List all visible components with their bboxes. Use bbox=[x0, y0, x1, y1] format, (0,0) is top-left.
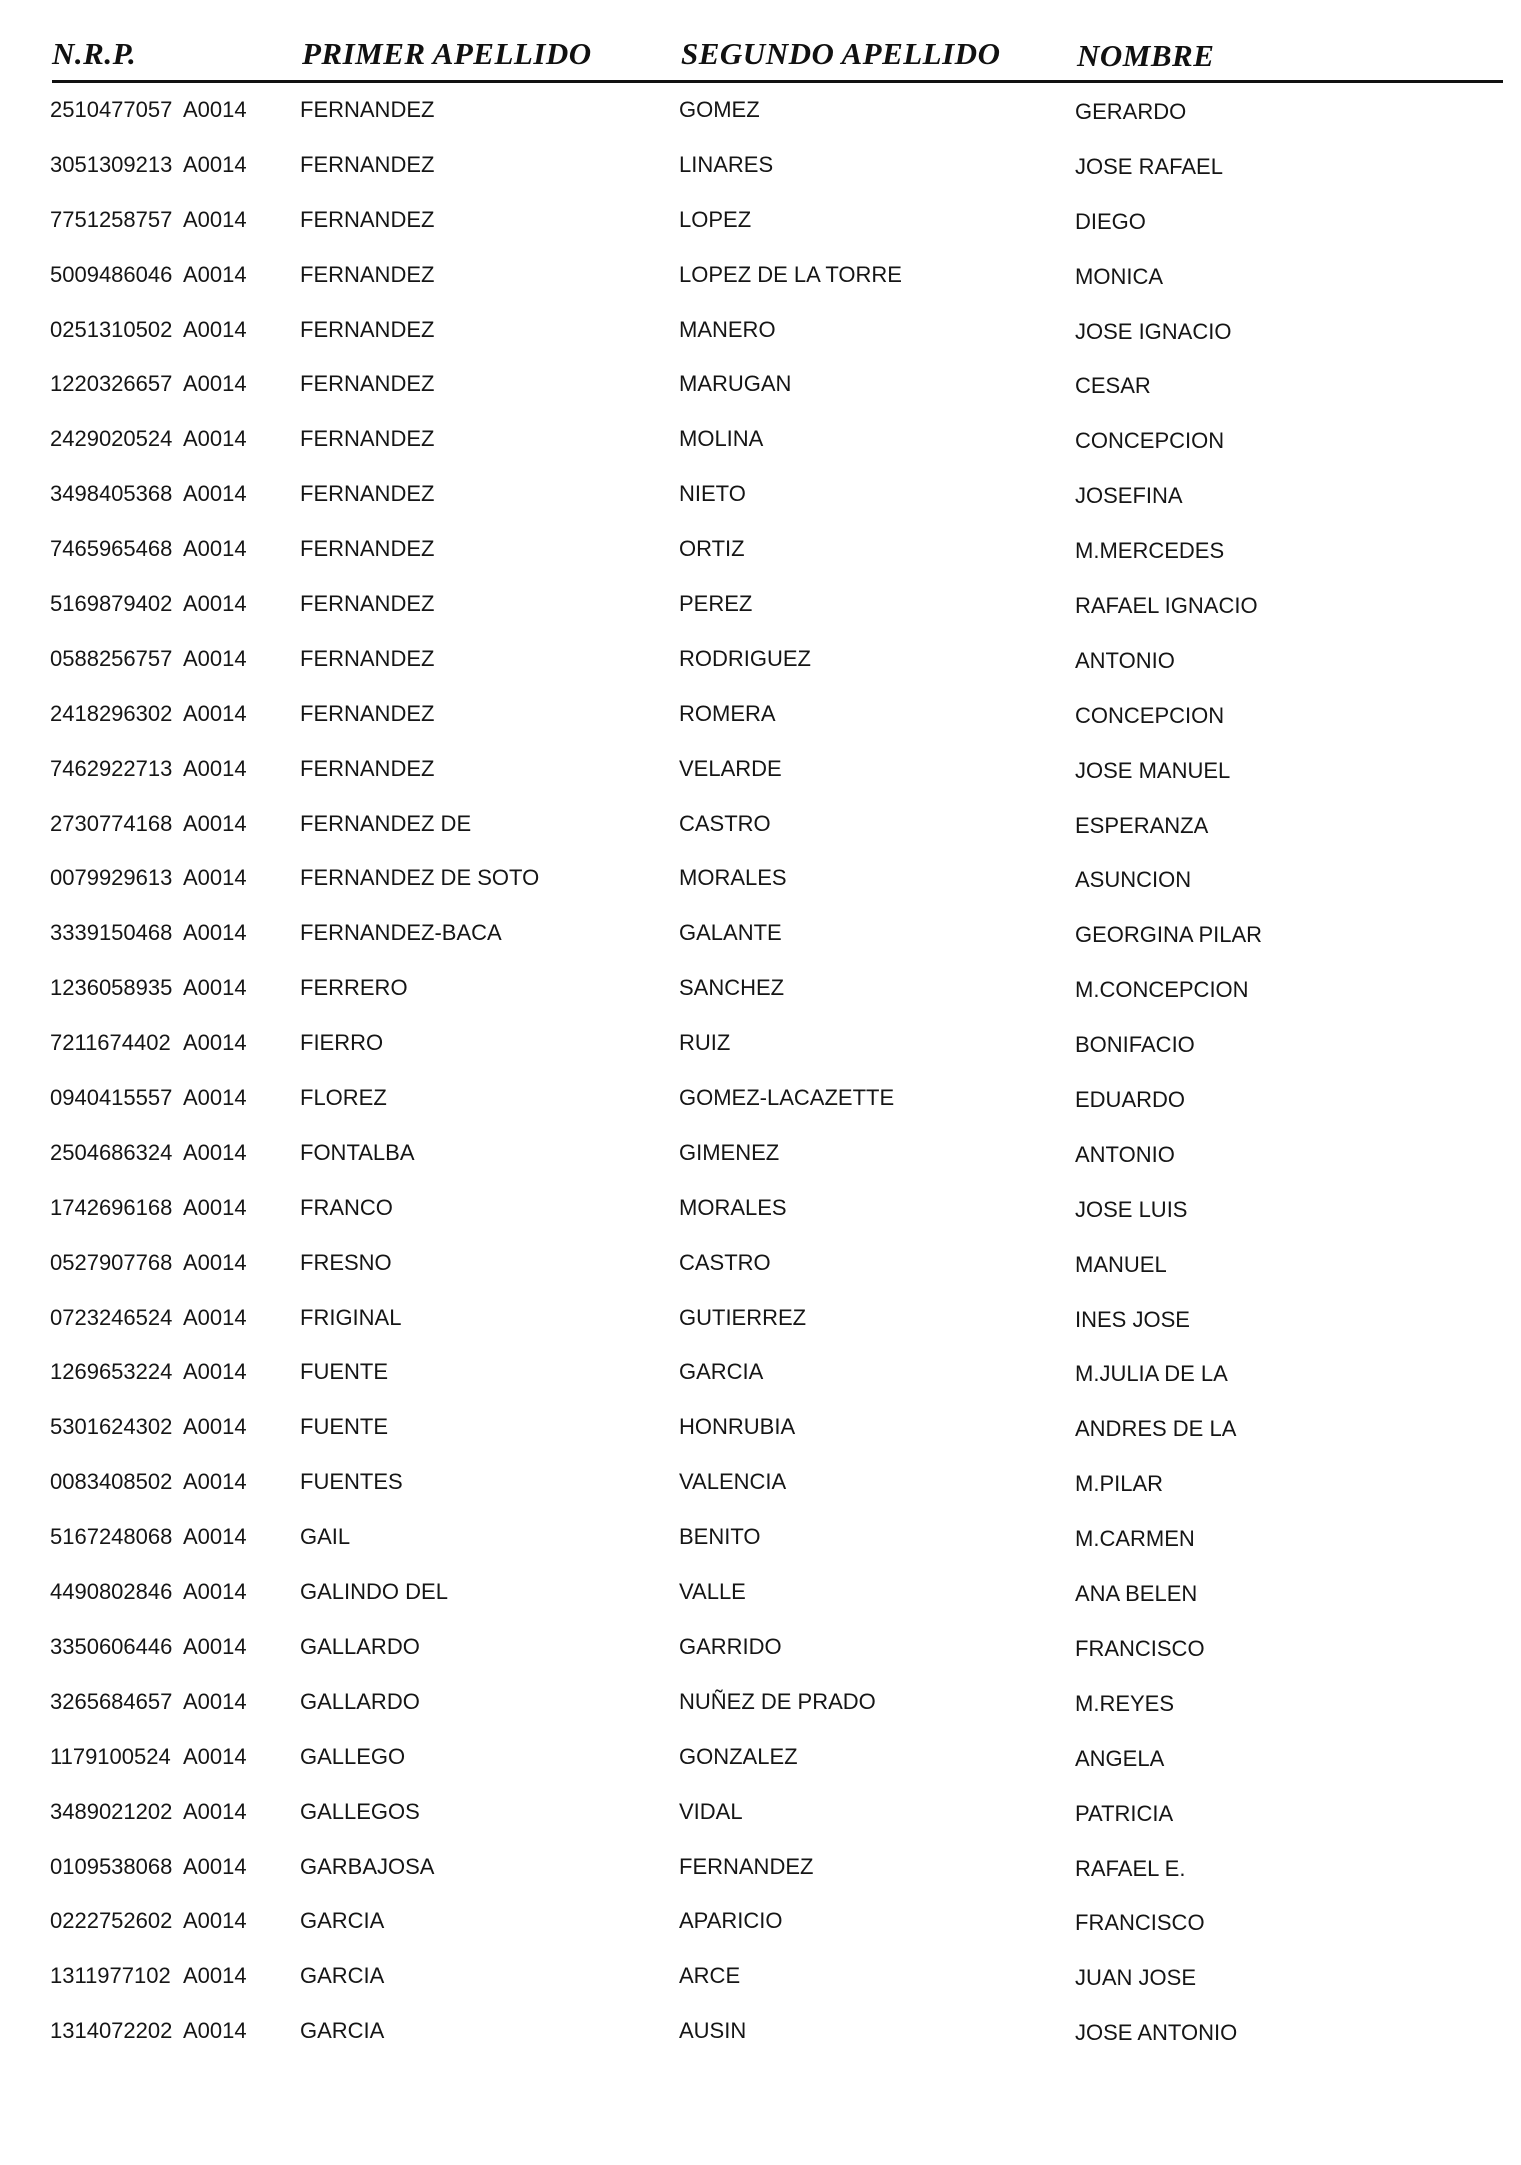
cell-nombre: JOSE LUIS bbox=[1075, 1196, 1188, 1222]
cell-nrp: 7462922713 bbox=[50, 755, 173, 781]
cell-code: A0014 bbox=[183, 1030, 247, 1056]
cell-segundo-apellido: GALANTE bbox=[679, 920, 782, 946]
cell-segundo-apellido: LOPEZ DE LA TORRE bbox=[679, 261, 902, 287]
cell-segundo-apellido: ARCE bbox=[679, 1963, 741, 1989]
cell-primer-apellido: FUENTE bbox=[300, 1359, 388, 1385]
cell-code: A0014 bbox=[183, 151, 247, 177]
table-row bbox=[0, 2011, 1521, 2066]
cell-code: A0014 bbox=[183, 700, 247, 726]
cell-nombre: INES JOSE bbox=[1075, 1306, 1190, 1332]
table-row bbox=[0, 1737, 1521, 1792]
cell-primer-apellido: FONTALBA bbox=[300, 1139, 415, 1165]
table-row bbox=[0, 1627, 1521, 1682]
cell-segundo-apellido: GOMEZ-LACAZETTE bbox=[679, 1085, 895, 1111]
cell-primer-apellido: GARCIA bbox=[300, 1963, 385, 1989]
cell-nrp: 0222752602 bbox=[50, 1908, 173, 1934]
cell-segundo-apellido: MARUGAN bbox=[679, 371, 792, 397]
cell-nombre: MANUEL bbox=[1075, 1251, 1167, 1277]
table-row bbox=[0, 1407, 1521, 1462]
cell-code: A0014 bbox=[183, 261, 247, 287]
table-row bbox=[0, 1352, 1521, 1407]
cell-nombre: M.JULIA DE LA bbox=[1075, 1361, 1228, 1387]
cell-primer-apellido: FERNANDEZ DE SOTO bbox=[300, 865, 540, 891]
cell-segundo-apellido: GUTIERREZ bbox=[679, 1304, 807, 1330]
table-row bbox=[0, 1133, 1521, 1188]
table-row bbox=[0, 1243, 1521, 1298]
table-row bbox=[0, 529, 1521, 584]
cell-primer-apellido: FERNANDEZ bbox=[300, 206, 435, 232]
cell-nrp: 3350606446 bbox=[50, 1633, 173, 1659]
cell-code: A0014 bbox=[183, 810, 247, 836]
cell-primer-apellido: FLOREZ bbox=[300, 1085, 387, 1111]
table-row bbox=[0, 310, 1521, 365]
cell-nombre: MONICA bbox=[1075, 263, 1163, 289]
cell-code: A0014 bbox=[183, 1249, 247, 1275]
cell-segundo-apellido: ROMERA bbox=[679, 700, 776, 726]
table-row bbox=[0, 1792, 1521, 1847]
cell-nrp: 5009486046 bbox=[50, 261, 173, 287]
cell-code: A0014 bbox=[183, 1853, 247, 1879]
cell-nombre: RAFAEL E. bbox=[1075, 1855, 1186, 1881]
cell-nombre: CESAR bbox=[1075, 373, 1151, 399]
cell-nombre: ANDRES DE LA bbox=[1075, 1416, 1237, 1442]
cell-segundo-apellido: FERNANDEZ bbox=[679, 1853, 814, 1879]
cell-primer-apellido: GALLEGOS bbox=[300, 1798, 420, 1824]
cell-primer-apellido: FERNANDEZ bbox=[300, 536, 435, 562]
cell-code: A0014 bbox=[183, 1359, 247, 1385]
cell-nrp: 2418296302 bbox=[50, 700, 173, 726]
cell-primer-apellido: FERNANDEZ bbox=[300, 261, 435, 287]
cell-nombre: ANTONIO bbox=[1075, 647, 1175, 673]
cell-segundo-apellido: GARRIDO bbox=[679, 1633, 782, 1659]
cell-primer-apellido: FUENTES bbox=[300, 1469, 403, 1495]
table-row bbox=[0, 968, 1521, 1023]
cell-nrp: 1314072202 bbox=[50, 2018, 173, 2044]
table-row bbox=[0, 1956, 1521, 2011]
cell-code: A0014 bbox=[183, 1414, 247, 1440]
cell-nrp: 5169879402 bbox=[50, 591, 173, 617]
cell-primer-apellido: FERNANDEZ bbox=[300, 371, 435, 397]
cell-nrp: 2730774168 bbox=[50, 810, 173, 836]
cell-nombre: ANTONIO bbox=[1075, 1141, 1175, 1167]
cell-nombre: M.REYES bbox=[1075, 1690, 1175, 1716]
cell-code: A0014 bbox=[183, 1963, 247, 1989]
cell-nrp: 0527907768 bbox=[50, 1249, 173, 1275]
cell-segundo-apellido: GONZALEZ bbox=[679, 1743, 798, 1769]
cell-primer-apellido: FRANCO bbox=[300, 1194, 393, 1220]
cell-nombre: JOSE IGNACIO bbox=[1075, 318, 1232, 344]
cell-segundo-apellido: AUSIN bbox=[679, 2018, 747, 2044]
table-row bbox=[0, 255, 1521, 310]
cell-code: A0014 bbox=[183, 1688, 247, 1714]
cell-nrp: 0251310502 bbox=[50, 316, 173, 342]
cell-nombre: CONCEPCION bbox=[1075, 702, 1225, 728]
cell-primer-apellido: FERNANDEZ bbox=[300, 700, 435, 726]
cell-nrp: 3339150468 bbox=[50, 920, 173, 946]
table-row bbox=[0, 1901, 1521, 1956]
cell-nrp: 3265684657 bbox=[50, 1688, 173, 1714]
cell-nrp: 1311977102 bbox=[50, 1963, 171, 1989]
cell-nombre: RAFAEL IGNACIO bbox=[1075, 593, 1258, 619]
cell-nombre: M.CARMEN bbox=[1075, 1526, 1195, 1552]
cell-code: A0014 bbox=[183, 536, 247, 562]
cell-nrp: 0083408502 bbox=[50, 1469, 173, 1495]
table-row bbox=[0, 694, 1521, 749]
cell-nombre: GERARDO bbox=[1075, 99, 1187, 124]
cell-segundo-apellido: HONRUBIA bbox=[679, 1414, 796, 1440]
cell-segundo-apellido: VALLE bbox=[679, 1579, 746, 1605]
cell-primer-apellido: GARCIA bbox=[300, 2018, 385, 2044]
header-divider bbox=[52, 80, 1503, 83]
cell-nombre: FRANCISCO bbox=[1075, 1910, 1205, 1936]
cell-nrp: 1220326657 bbox=[50, 371, 173, 397]
cell-segundo-apellido: APARICIO bbox=[679, 1908, 783, 1934]
cell-nombre: PATRICIA bbox=[1075, 1800, 1174, 1826]
cell-code: A0014 bbox=[183, 1304, 247, 1330]
cell-nombre: JOSEFINA bbox=[1075, 483, 1183, 509]
cell-segundo-apellido: LOPEZ bbox=[679, 206, 752, 232]
cell-nrp: 2429020524 bbox=[50, 426, 173, 452]
cell-primer-apellido: FERNANDEZ DE bbox=[300, 810, 472, 836]
cell-segundo-apellido: GARCIA bbox=[679, 1359, 764, 1385]
cell-segundo-apellido: MOLINA bbox=[679, 426, 764, 452]
table-body bbox=[0, 90, 1521, 2066]
cell-nrp: 2504686324 bbox=[50, 1139, 173, 1165]
cell-nrp: 4490802846 bbox=[50, 1579, 173, 1605]
cell-nrp: 0109538068 bbox=[50, 1853, 173, 1879]
cell-code: A0014 bbox=[183, 1798, 247, 1824]
cell-code: A0014 bbox=[183, 1194, 247, 1220]
cell-segundo-apellido: MORALES bbox=[679, 1194, 787, 1220]
cell-primer-apellido: GARCIA bbox=[300, 1908, 385, 1934]
cell-code: A0014 bbox=[183, 1469, 247, 1495]
table-row bbox=[0, 913, 1521, 968]
cell-nombre: BONIFACIO bbox=[1075, 1032, 1195, 1058]
cell-nrp: 1179100524 bbox=[50, 1743, 171, 1769]
cell-nrp: 7751258757 bbox=[50, 206, 173, 232]
cell-code: A0014 bbox=[183, 426, 247, 452]
cell-nombre: DIEGO bbox=[1075, 208, 1146, 234]
header-primer-apellido: PRIMER APELLIDO bbox=[302, 36, 592, 71]
header-nombre: NOMBRE bbox=[1077, 38, 1215, 73]
table-row bbox=[0, 1517, 1521, 1572]
cell-segundo-apellido: CASTRO bbox=[679, 1249, 771, 1275]
cell-code: A0014 bbox=[183, 97, 247, 122]
table-header bbox=[0, 30, 1521, 78]
table-row bbox=[0, 1572, 1521, 1627]
cell-nombre: JOSE RAFAEL bbox=[1075, 153, 1223, 179]
cell-primer-apellido: GARBAJOSA bbox=[300, 1853, 435, 1879]
cell-code: A0014 bbox=[183, 206, 247, 232]
cell-nrp: 0940415557 bbox=[50, 1085, 173, 1111]
table-row bbox=[0, 1298, 1521, 1353]
cell-nrp: 1236058935 bbox=[50, 975, 173, 1001]
cell-segundo-apellido: ORTIZ bbox=[679, 536, 745, 562]
table-row bbox=[0, 1078, 1521, 1133]
table-row bbox=[0, 804, 1521, 859]
cell-code: A0014 bbox=[183, 316, 247, 342]
cell-nombre: JOSE MANUEL bbox=[1075, 757, 1231, 783]
cell-nombre: M.MERCEDES bbox=[1075, 538, 1225, 564]
cell-nombre: ESPERANZA bbox=[1075, 812, 1209, 838]
cell-primer-apellido: FERNANDEZ-BACA bbox=[300, 920, 502, 946]
cell-nrp: 7465965468 bbox=[50, 536, 173, 562]
cell-primer-apellido: FERNANDEZ bbox=[300, 755, 435, 781]
header-segundo-apellido: SEGUNDO APELLIDO bbox=[681, 36, 1001, 71]
table-row bbox=[0, 419, 1521, 474]
cell-nrp: 3489021202 bbox=[50, 1798, 173, 1824]
cell-code: A0014 bbox=[183, 591, 247, 617]
cell-primer-apellido: GALINDO DEL bbox=[300, 1579, 448, 1605]
cell-primer-apellido: GALLARDO bbox=[300, 1633, 420, 1659]
cell-nombre: CONCEPCION bbox=[1075, 428, 1225, 454]
cell-segundo-apellido: PEREZ bbox=[679, 591, 753, 617]
cell-code: A0014 bbox=[183, 1085, 247, 1111]
cell-nombre: GEORGINA PILAR bbox=[1075, 922, 1263, 948]
cell-nrp: 1269653224 bbox=[50, 1359, 173, 1385]
table-row bbox=[0, 474, 1521, 529]
cell-nombre: FRANCISCO bbox=[1075, 1635, 1205, 1661]
table-row bbox=[0, 1847, 1521, 1902]
cell-nrp: 0723246524 bbox=[50, 1304, 173, 1330]
cell-segundo-apellido: GIMENEZ bbox=[679, 1139, 780, 1165]
cell-code: A0014 bbox=[183, 1139, 247, 1165]
cell-nrp: 0588256757 bbox=[50, 645, 173, 671]
table-row bbox=[0, 145, 1521, 200]
table-row bbox=[0, 584, 1521, 639]
cell-code: A0014 bbox=[183, 645, 247, 671]
cell-nrp: 1742696168 bbox=[50, 1194, 173, 1220]
cell-segundo-apellido: BENITO bbox=[679, 1524, 761, 1550]
cell-nombre: M.CONCEPCION bbox=[1075, 977, 1249, 1003]
cell-primer-apellido: FRIGINAL bbox=[300, 1304, 402, 1330]
cell-nrp: 5167248068 bbox=[50, 1524, 173, 1550]
cell-primer-apellido: GALLARDO bbox=[300, 1688, 420, 1714]
cell-segundo-apellido: GOMEZ bbox=[679, 97, 760, 122]
cell-code: A0014 bbox=[183, 975, 247, 1001]
cell-segundo-apellido: VIDAL bbox=[679, 1798, 743, 1824]
cell-primer-apellido: FIERRO bbox=[300, 1030, 384, 1056]
cell-segundo-apellido: MORALES bbox=[679, 865, 787, 891]
cell-segundo-apellido: NIETO bbox=[679, 481, 746, 507]
cell-segundo-apellido: MANERO bbox=[679, 316, 776, 342]
cell-segundo-apellido: RUIZ bbox=[679, 1030, 731, 1056]
cell-primer-apellido: FERNANDEZ bbox=[300, 97, 435, 122]
cell-primer-apellido: FERNANDEZ bbox=[300, 426, 435, 452]
cell-code: A0014 bbox=[183, 1579, 247, 1605]
cell-nombre: ANGELA bbox=[1075, 1745, 1165, 1771]
cell-segundo-apellido: CASTRO bbox=[679, 810, 771, 836]
table-row bbox=[0, 858, 1521, 913]
cell-primer-apellido: FERNANDEZ bbox=[300, 591, 435, 617]
cell-primer-apellido: GALLEGO bbox=[300, 1743, 406, 1769]
cell-nombre: JOSE ANTONIO bbox=[1075, 2020, 1238, 2046]
table-row bbox=[0, 1023, 1521, 1078]
cell-primer-apellido: FERNANDEZ bbox=[300, 151, 435, 177]
cell-code: A0014 bbox=[183, 371, 247, 397]
cell-nombre: EDUARDO bbox=[1075, 1087, 1186, 1113]
cell-segundo-apellido: NUÑEZ DE PRADO bbox=[679, 1688, 876, 1714]
cell-nombre: ANA BELEN bbox=[1075, 1581, 1198, 1607]
cell-primer-apellido: FRESNO bbox=[300, 1249, 392, 1275]
cell-code: A0014 bbox=[183, 920, 247, 946]
cell-code: A0014 bbox=[183, 1908, 247, 1934]
cell-primer-apellido: FERNANDEZ bbox=[300, 316, 435, 342]
cell-nombre: JUAN JOSE bbox=[1075, 1965, 1197, 1991]
cell-primer-apellido: GAIL bbox=[300, 1524, 351, 1550]
cell-nombre: M.PILAR bbox=[1075, 1471, 1164, 1497]
header-nrp: N.R.P. bbox=[52, 36, 137, 71]
cell-nrp: 3498405368 bbox=[50, 481, 173, 507]
cell-nombre: ASUNCION bbox=[1075, 867, 1192, 893]
table-row bbox=[0, 1682, 1521, 1737]
table-row bbox=[0, 749, 1521, 804]
cell-nrp: 0079929613 bbox=[50, 865, 173, 891]
cell-code: A0014 bbox=[183, 481, 247, 507]
cell-segundo-apellido: LINARES bbox=[679, 151, 774, 177]
cell-primer-apellido: FERRERO bbox=[300, 975, 408, 1001]
table-row bbox=[0, 639, 1521, 694]
table-row bbox=[0, 1462, 1521, 1517]
cell-segundo-apellido: RODRIGUEZ bbox=[679, 645, 811, 671]
cell-nrp: 2510477057 bbox=[50, 97, 173, 122]
table-row bbox=[0, 364, 1521, 419]
cell-code: A0014 bbox=[183, 1633, 247, 1659]
cell-nrp: 3051309213 bbox=[50, 151, 173, 177]
cell-code: A0014 bbox=[183, 2018, 247, 2044]
table-row bbox=[0, 200, 1521, 255]
cell-nrp: 7211674402 bbox=[50, 1030, 171, 1056]
cell-code: A0014 bbox=[183, 865, 247, 891]
cell-primer-apellido: FERNANDEZ bbox=[300, 481, 435, 507]
table-row bbox=[0, 90, 1521, 145]
cell-nrp: 5301624302 bbox=[50, 1414, 173, 1440]
cell-primer-apellido: FUENTE bbox=[300, 1414, 388, 1440]
cell-code: A0014 bbox=[183, 755, 247, 781]
cell-segundo-apellido: SANCHEZ bbox=[679, 975, 785, 1001]
table-row bbox=[0, 1188, 1521, 1243]
cell-primer-apellido: FERNANDEZ bbox=[300, 645, 435, 671]
cell-segundo-apellido: VALENCIA bbox=[679, 1469, 787, 1495]
cell-segundo-apellido: VELARDE bbox=[679, 755, 782, 781]
cell-code: A0014 bbox=[183, 1743, 247, 1769]
cell-code: A0014 bbox=[183, 1524, 247, 1550]
